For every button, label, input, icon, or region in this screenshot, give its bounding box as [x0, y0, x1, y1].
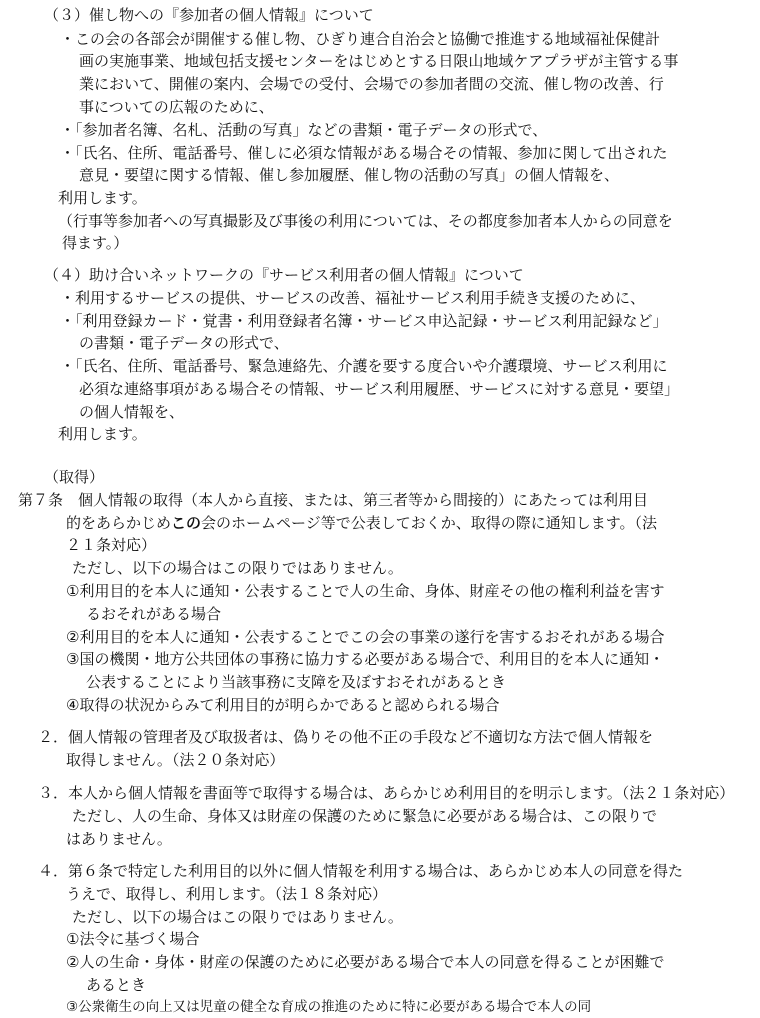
section-3-use: 利用します。: [58, 189, 147, 207]
case-1-line-2: るおそれがある場合: [86, 605, 222, 623]
section-3-heading: （３）催し物への『参加者の個人情報』について: [44, 6, 374, 24]
section-3-note-line-1: （行事等参加者への写真撮影及び事後の利用については、その都度参加者本人からの同意を: [58, 212, 673, 230]
section-4-bullet-3-line-3: の個人情報を、: [79, 403, 185, 421]
acquisition-heading: （取得）: [44, 468, 105, 486]
section-3-bullet-1-line-3: 業において、開催の案内、会場での受付、会場での参加者間の交流、催し物の改善、行: [79, 75, 664, 93]
paragraph-4-line-2: うえで、取得し、利用します。（法１８条対応）: [66, 885, 388, 903]
article-7-line-2-emphasis: この: [171, 514, 202, 532]
section-3-bullet-1-line-1: ・この会の各部会が開催する催し物、ひぎり連合自治会と協働で推進する地域福祉保健計: [60, 30, 661, 48]
section-4-bullet-2-line-1: ・「利用登録カード・覚書・利用登録者名簿・サービス申込記録・サービス利用記録など」: [60, 312, 668, 330]
section-3-note-line-2: 得ます。）: [62, 234, 129, 252]
article-7-line-2-c: 会のホームページ等で公表しておくか、取得の際に通知します。（法: [201, 514, 658, 532]
article-7-line-2: [66, 512, 657, 534]
paragraph-3-line-1: ３．本人から個人情報を書面等で取得する場合は、あらかじめ利用目的を明示します。（法２１条対応）: [38, 784, 735, 802]
section-3-bullet-1-line-2: 画の実施事業、地域包括支援センターをはじめとする日限山地域ケアプラザが主管する事: [79, 52, 679, 70]
paragraph-3-line-3: はありません。: [66, 830, 172, 848]
paragraph-4-line-1: ４．第６条で特定した利用目的以外に個人情報を利用する場合は、あらかじめ本人の同意を得た: [38, 862, 684, 880]
exception-2-line-2: あるとき: [86, 976, 147, 994]
case-1-line-1: ①利用目的を本人に通知・公表することで人の生命、身体、財産その他の権利利益を害す: [66, 582, 665, 600]
section-4-use: 利用します。: [58, 425, 147, 443]
article-7-line-1: 第７条 個人情報の取得（本人から直接、または、第三者等から間接的）にあたっては利用目: [18, 491, 649, 509]
paragraph-4-proviso: ただし、以下の場合はこの限りではありません。: [72, 908, 403, 926]
case-3-line-2: 公表することにより当該事務に支障を及ぼすおそれがあるとき: [86, 673, 507, 691]
case-2: ②利用目的を本人に通知・公表することでこの会の事業の遂行を害するおそれがある場合: [66, 628, 665, 646]
section-3-bullet-2: ・「参加者名簿、名札、活動の写真」などの書類・電子データの形式で、: [60, 121, 548, 139]
exception-1: ①法令に基づく場合: [66, 930, 200, 948]
section-3-bullet-3-line-2: 意見・要望に関する情報、催し参加履歴、催し物の活動の写真」の個人情報を、: [79, 166, 620, 184]
section-4-bullet-2-line-2: の書類・電子データの形式で、: [79, 334, 289, 352]
section-4-bullet-1: ・利用するサービスの提供、サービスの改善、福祉サービス利用手続き支援のために、: [60, 289, 646, 307]
section-3-bullet-3-line-1: ・「氏名、住所、電話番号、催しに必須な情報がある場合その情報、参加に関して出された: [60, 144, 668, 162]
article-7-line-3: ２１条対応）: [66, 536, 157, 554]
case-4: ④取得の状況からみて利用目的が明らかであると認められる場合: [66, 696, 500, 714]
section-4-bullet-3-line-1: ・「氏名、住所、電話番号、緊急連絡先、介護を要する度合いや介護環境、サービス利用に: [60, 357, 668, 375]
section-4-bullet-3-line-2: 必須な連絡事項がある場合その情報、サービス利用履歴、サービスに対する意見・要望」: [79, 380, 680, 398]
exception-3-line-1: ③公衆衛生の向上又は児童の健全な育成の推進のために特に必要がある場合で本人の同: [66, 999, 592, 1015]
paragraph-2-line-1: ２．個人情報の管理者及び取扱者は、偽りその他不正の手段など不適切な方法で個人情報を: [38, 728, 654, 746]
paragraph-3-line-2: ただし、人の生命、身体又は財産の保護のために緊急に必要がある場合は、この限りで: [72, 807, 658, 825]
article-7-line-2-a: 的をあらかじめ: [66, 514, 172, 532]
paragraph-2-line-2: 取得しません。（法２０条対応）: [66, 751, 285, 769]
exception-2-line-1: ②人の生命・身体・財産の保護のために必要がある場合で本人の同意を得ることが困難で: [66, 953, 665, 971]
article-7-proviso: ただし、以下の場合はこの限りではありません。: [72, 559, 403, 577]
case-3-line-1: ③国の機関・地方公共団体の事務に協力する必要がある場合で、利用目的を本人に通知・: [66, 650, 665, 668]
section-4-heading: （４）助け合いネットワークの『サービス利用者の個人情報』について: [44, 266, 524, 284]
section-3-bullet-1-line-4: 事についての広報のために、: [79, 98, 274, 116]
